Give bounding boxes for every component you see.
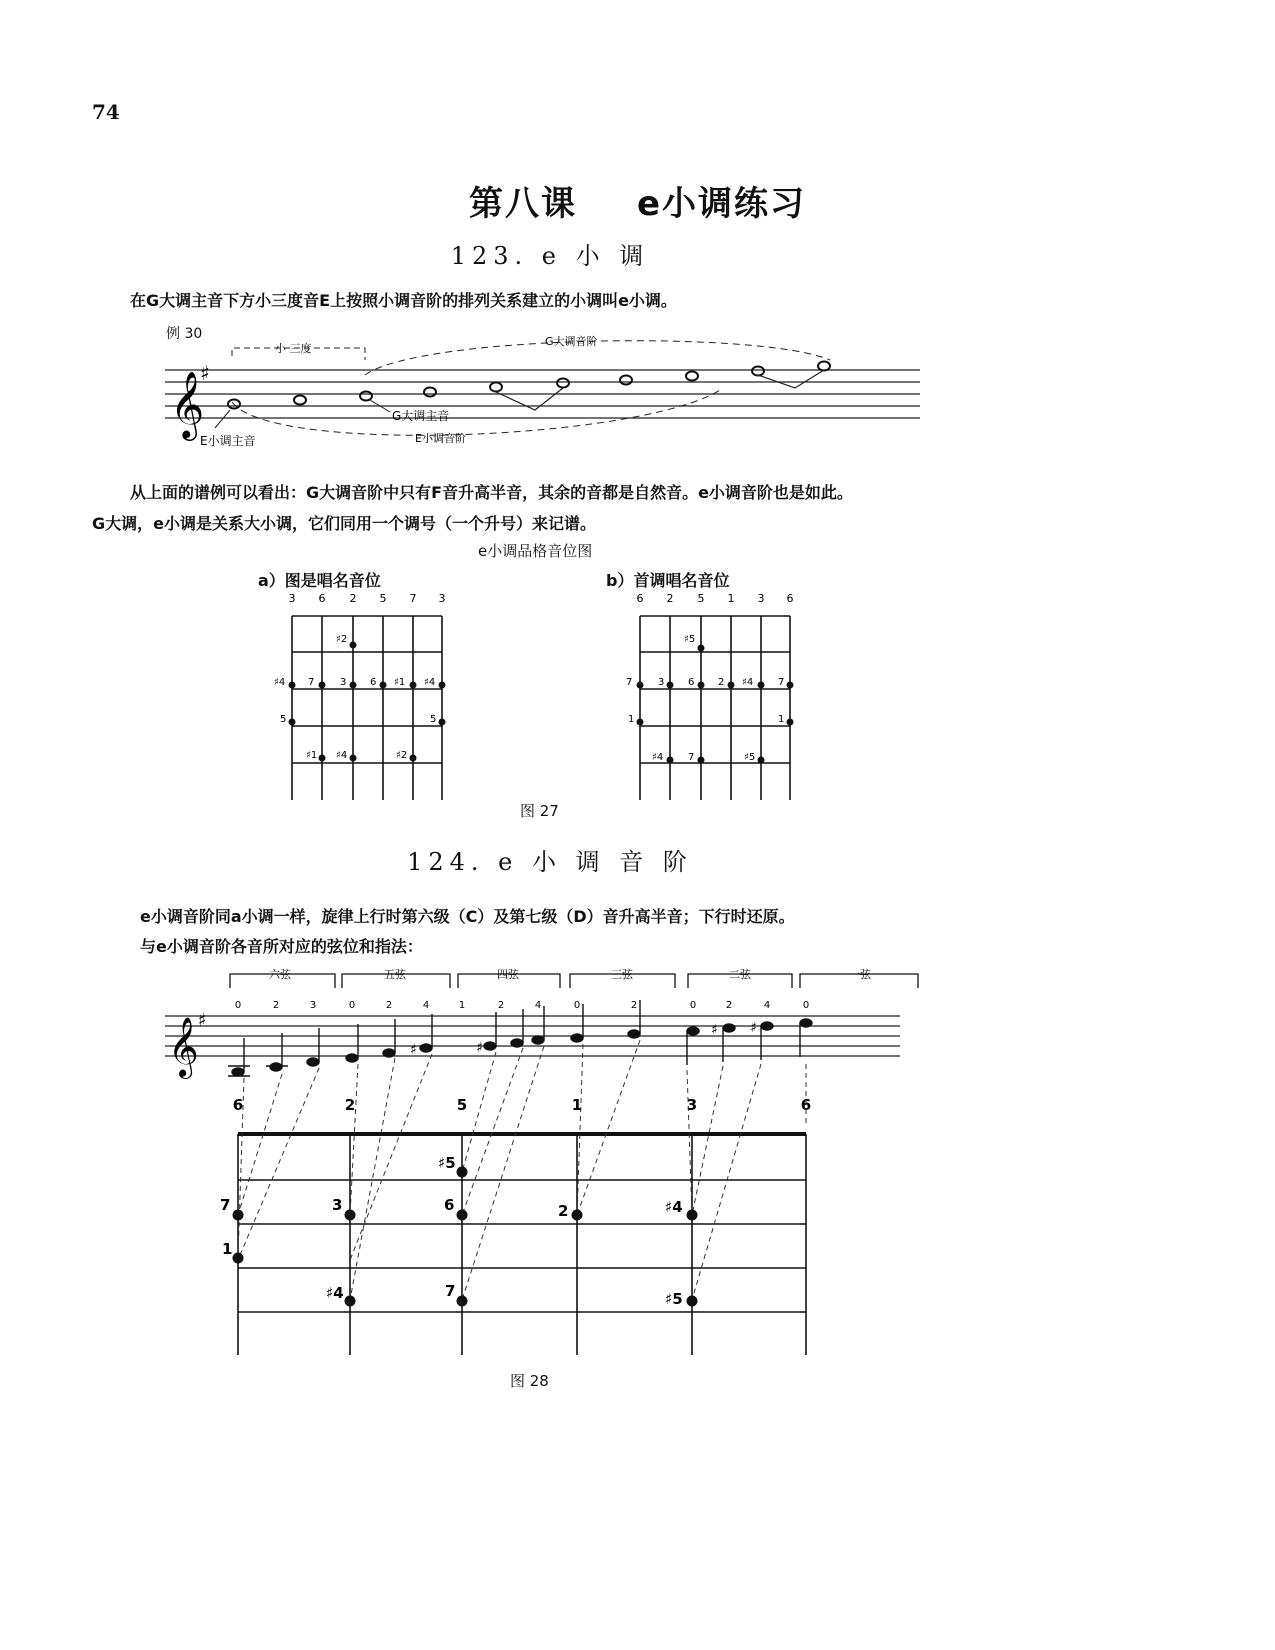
- finger-1: 0: [234, 1000, 242, 1011]
- fret-a-top-2: 6: [318, 592, 326, 605]
- fret-b-top-1: 6: [636, 592, 644, 605]
- treble-clef-icon-2: 𝄞: [168, 1017, 199, 1077]
- string-label-6: 六弦: [269, 968, 291, 981]
- svg-text:2: 2: [718, 677, 725, 688]
- svg-text:♯1: ♯1: [394, 677, 406, 688]
- svg-text:6: 6: [444, 1196, 455, 1214]
- lesson-number: 第八课: [468, 184, 577, 224]
- minor-third-label: 小 三度: [275, 342, 312, 355]
- finger-5: 2: [385, 1000, 393, 1011]
- finger-7: 1: [458, 1000, 466, 1011]
- string-label-3: 三弦: [611, 968, 633, 981]
- svg-text:6: 6: [370, 677, 377, 688]
- svg-text:♯: ♯: [200, 361, 210, 385]
- e-minor-scale-label: E小调音阶: [415, 432, 466, 445]
- fret-b-top-5: 3: [757, 592, 765, 605]
- lesson-subtitle: e小调练习: [636, 184, 807, 224]
- section-123-heading: 123. e 小 调: [450, 242, 650, 270]
- fretboard-a: [270, 590, 460, 805]
- scale-description-1: e小调音阶同a小调一样，旋律上行时第六级（C）及第七级（D）音升高半音；下行时还原。: [140, 907, 795, 926]
- svg-text:5: 5: [430, 714, 437, 725]
- open-string-1: 6: [232, 1096, 244, 1114]
- svg-text:7: 7: [778, 677, 785, 688]
- finger-12: 0: [689, 1000, 697, 1011]
- fret-chart-title: e小调品格音位图: [478, 542, 593, 560]
- svg-text:1: 1: [222, 1240, 233, 1258]
- figure-28-caption: 图 28: [510, 1372, 549, 1390]
- finger-2: 2: [272, 1000, 280, 1011]
- open-string-3: 5: [456, 1096, 468, 1114]
- finger-9: 4: [534, 1000, 542, 1011]
- string-label-2: 二弦: [729, 968, 751, 981]
- svg-text:♯2: ♯2: [336, 634, 348, 645]
- example-30-staff: [160, 330, 930, 455]
- svg-text:♯5: ♯5: [438, 1154, 456, 1172]
- svg-text:7: 7: [308, 677, 315, 688]
- finger-15: 0: [802, 1000, 810, 1011]
- svg-text:♯4: ♯4: [424, 677, 436, 688]
- treble-clef-icon: 𝄞: [170, 370, 205, 438]
- explain-line-2: G大调，e小调是关系大小调，它们同用一个调号（一个升号）来记谱。: [92, 514, 596, 533]
- scale-description-2: 与e小调音阶各音所对应的弦位和指法：: [140, 937, 423, 956]
- svg-text:3: 3: [340, 677, 347, 688]
- finger-14: 4: [763, 1000, 771, 1011]
- svg-text:7: 7: [626, 677, 633, 688]
- finger-4: 0: [348, 1000, 356, 1011]
- svg-text:♯4: ♯4: [336, 750, 348, 761]
- svg-text:♯: ♯: [750, 1020, 757, 1036]
- fret-a-top-4: 5: [379, 592, 387, 605]
- svg-text:3: 3: [658, 677, 665, 688]
- explain-line-1: 从上面的谱例可以看出：G大调音阶中只有F音升高半音，其余的音都是自然音。e小调音阶也是如此。: [130, 483, 853, 502]
- svg-text:♯4: ♯4: [652, 752, 664, 763]
- fret-b-top-6: 6: [786, 592, 794, 605]
- fret-a-top-5: 7: [409, 592, 417, 605]
- svg-text:♯5: ♯5: [684, 634, 696, 645]
- figure-27-caption: 图 27: [520, 802, 559, 820]
- svg-text:1: 1: [778, 714, 785, 725]
- svg-text:♯2: ♯2: [396, 750, 408, 761]
- fret-a-top-6: 3: [438, 592, 446, 605]
- svg-text:3: 3: [332, 1196, 343, 1214]
- svg-text:1: 1: [628, 714, 635, 725]
- svg-text:♯5: ♯5: [665, 1290, 683, 1308]
- fret-a-label: a）图是唱名音位: [258, 571, 381, 590]
- svg-text:6: 6: [688, 677, 695, 688]
- e-tonic-label: E小调主音: [200, 434, 256, 448]
- g-tonic-label: G大调主音: [392, 409, 450, 423]
- intro-paragraph: 在G大调主音下方小三度音E上按照小调音阶的排列关系建立的小调叫e小调。: [130, 291, 677, 310]
- finger-13: 2: [725, 1000, 733, 1011]
- svg-text:♯: ♯: [711, 1022, 718, 1038]
- lesson-title: [0, 176, 1275, 225]
- svg-text:♯: ♯: [410, 1042, 417, 1058]
- example-label: 例 30: [166, 326, 203, 342]
- g-major-scale-label: G大调音阶: [545, 335, 598, 348]
- finger-3: 3: [309, 1000, 317, 1011]
- svg-text:♯1: ♯1: [306, 750, 318, 761]
- svg-text:♯5: ♯5: [744, 752, 756, 763]
- finger-8: 2: [497, 1000, 505, 1011]
- open-string-5: 3: [686, 1096, 698, 1114]
- svg-text:7: 7: [688, 752, 695, 763]
- finger-11: 2: [630, 1000, 638, 1011]
- fret-b-label: b）首调唱名音位: [606, 571, 730, 590]
- fretboard-b: [620, 590, 810, 805]
- svg-text:♯: ♯: [476, 1040, 483, 1056]
- svg-text:♯4: ♯4: [274, 677, 286, 688]
- page-number: 74: [92, 100, 120, 124]
- fret-b-top-2: 2: [666, 592, 674, 605]
- string-label-5: 五弦: [384, 968, 406, 981]
- finger-10: 0: [573, 1000, 581, 1011]
- open-string-6: 6: [800, 1096, 812, 1114]
- svg-text:5: 5: [280, 714, 287, 725]
- open-string-2: 2: [344, 1096, 356, 1114]
- svg-text:7: 7: [220, 1196, 231, 1214]
- svg-text:2: 2: [558, 1202, 569, 1220]
- fret-a-top-1: 3: [288, 592, 296, 605]
- svg-text:♯4: ♯4: [742, 677, 754, 688]
- string-label-4: 四弦: [497, 968, 519, 981]
- svg-text:♯4: ♯4: [665, 1198, 683, 1216]
- fret-b-top-3: 5: [697, 592, 705, 605]
- e-minor-scale-diagram: [160, 960, 920, 1360]
- section-124-heading: 124. e 小 调 音 阶: [407, 848, 693, 876]
- open-string-4: 1: [571, 1096, 583, 1114]
- fret-b-top-4: 1: [727, 592, 735, 605]
- svg-text:♯: ♯: [198, 1010, 207, 1031]
- fret-a-top-3: 2: [349, 592, 357, 605]
- string-label-1: 一弦: [849, 968, 871, 981]
- svg-text:7: 7: [445, 1282, 456, 1300]
- svg-text:♯4: ♯4: [326, 1284, 344, 1302]
- finger-6: 4: [422, 1000, 430, 1011]
